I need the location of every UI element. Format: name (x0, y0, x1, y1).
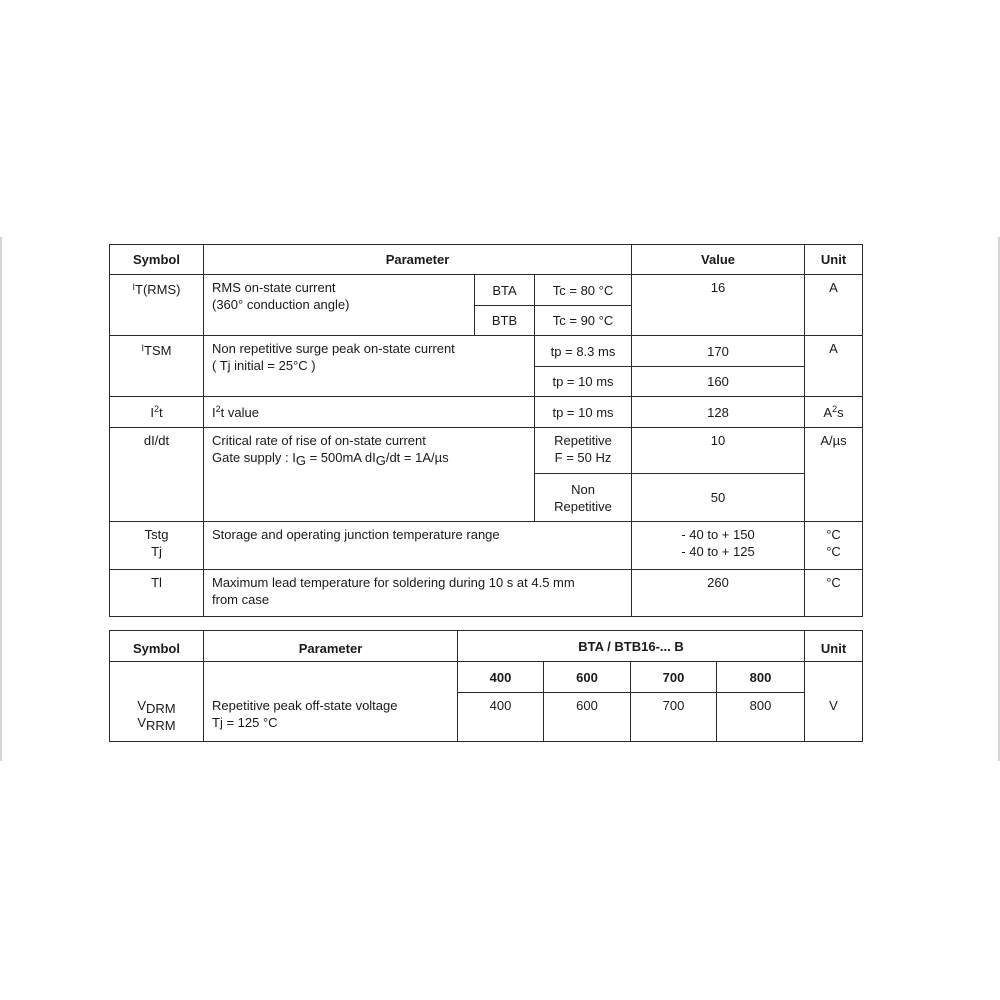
value-800: 800 (717, 693, 805, 742)
value-it-rms: 16 (632, 275, 805, 306)
value-itsm-2: 160 (632, 367, 805, 397)
header-symbol: Symbol (110, 631, 204, 662)
voltage-ratings-table (109, 630, 863, 742)
condition-bta: Tc = 80 °C (535, 275, 632, 306)
unit-vdrm: V (805, 693, 863, 742)
symbol-itsm: $^I$TSM (110, 336, 204, 397)
table-row (110, 570, 863, 617)
table-header-row (110, 662, 863, 693)
table-header-row (110, 631, 863, 662)
header-unit: Unit (805, 245, 863, 275)
symbol-vdrm-vrrm: $V_{DRM}$ $V_{RRM}$ (110, 693, 204, 742)
condition-btb: Tc = 90 °C (535, 306, 632, 336)
param-tstg: Storage and operating junction temperature range (204, 522, 632, 570)
header-col-600: 600 (544, 662, 631, 693)
condition-didt-repetitive: Repetitive F = 50 Hz (535, 428, 632, 474)
header-group: BTA / BTB16-... B (458, 631, 805, 662)
param-it-rms: RMS on-state current (360° conduction angle) (204, 275, 475, 336)
table-row (110, 693, 863, 742)
header-col-800: 800 (717, 662, 805, 693)
param-i2t: $I^2t$ value (204, 397, 535, 428)
symbol-didt: dI/dt (110, 428, 204, 522)
table-row (110, 336, 863, 367)
condition-itsm-2: tp = 10 ms (535, 367, 632, 397)
unit-tstg: °C °C (805, 522, 863, 570)
condition-itsm-1: tp = 8.3 ms (535, 336, 632, 367)
value-tl: 260 (632, 570, 805, 617)
unit-itsm: A (805, 336, 863, 397)
table-row (110, 275, 863, 306)
value-700: 700 (631, 693, 717, 742)
value-itsm-1: 170 (632, 336, 805, 367)
param-didt: Critical rate of rise of on-state current Gate supply : $I_G = 500mA$ $dI_G/dt = 1A/\mu s$ (204, 428, 535, 522)
value-tstg: - 40 to + 150 - 40 to + 125 (632, 522, 805, 570)
device-bta: BTA (475, 275, 535, 306)
unit-didt: A/µs (805, 428, 863, 522)
table-row (110, 522, 863, 570)
param-vdrm: Repetitive peak off-state voltage Tj = 125 °C (204, 693, 458, 742)
header-parameter: Parameter (204, 245, 632, 275)
header-symbol: Symbol (110, 245, 204, 275)
header-col-400: 400 (458, 662, 544, 693)
table-header-row (110, 245, 863, 275)
condition-didt-non-repetitive: Non Repetitive (535, 474, 632, 522)
condition-i2t: tp = 10 ms (535, 397, 632, 428)
header-unit: Unit (805, 631, 863, 662)
unit-tl: °C (805, 570, 863, 617)
symbol-tl: Tl (110, 570, 204, 617)
header-value: Value (632, 245, 805, 275)
value-400: 400 (458, 693, 544, 742)
table-row (110, 397, 863, 428)
absolute-ratings-table (109, 244, 863, 617)
left-edge-line (0, 237, 2, 761)
param-itsm: Non repetitive surge peak on-state current ( Tj initial = 25°C ) (204, 336, 535, 397)
value-i2t: 128 (632, 397, 805, 428)
value-didt-repetitive: 10 (632, 428, 805, 474)
header-symbol-cont (110, 662, 204, 693)
header-parameter: Parameter (204, 631, 458, 662)
unit-it-rms: A (805, 275, 863, 336)
symbol-it-rms: $^I$T(RMS) (110, 275, 204, 336)
value-600: 600 (544, 693, 631, 742)
header-parameter-cont (204, 662, 458, 693)
param-tl: Maximum lead temperature for soldering during 10 s at 4.5 mm from case (204, 570, 632, 617)
value-didt-non-repetitive: 50 (632, 474, 805, 522)
header-unit-cont (805, 662, 863, 693)
symbol-tstg: Tstg Tj (110, 522, 204, 570)
unit-i2t: $A^2s$ (805, 397, 863, 428)
value-it-rms-empty (632, 306, 805, 336)
table-row (110, 428, 863, 474)
device-btb: BTB (475, 306, 535, 336)
symbol-i2t: $I^2t$ (110, 397, 204, 428)
header-col-700: 700 (631, 662, 717, 693)
